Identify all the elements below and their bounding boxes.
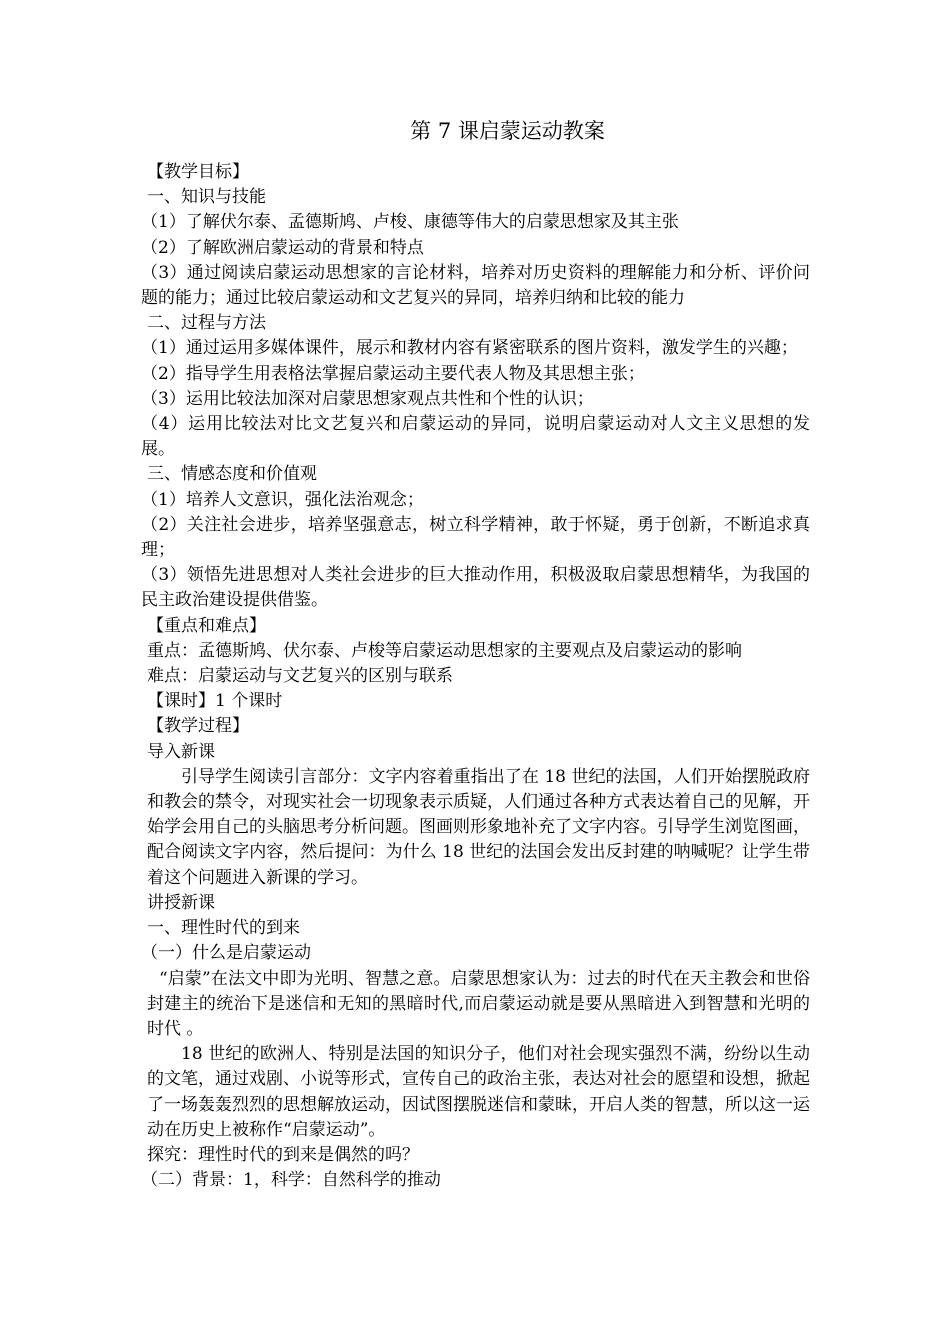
new-lesson-heading: 讲授新课 [147, 892, 215, 913]
intro-paragraph: 引导学生阅读引言部分：文字内容着重指出了在 18 世纪的法国，人们开始摆脱政府和教会的禁令，对现实社会一切现象表示质疑，人们通过各种方式表达着自己的见解，开始学会用自己的头脑思考分析问题。图画则形象地补充了文字内容。引导学生浏览图画，配合阅读文字内容，然后提问：为什么 18 世纪的法国会发出反封建的呐喊呢？让学生带着这个问题进入新课的学习。 [147, 766, 810, 888]
section-heading-key-points: 【重点和难点】 [147, 615, 266, 636]
sub1-heading: （一）什么是启蒙运动 [141, 943, 311, 964]
explore-question: 探究：理性时代的到来是偶然的吗？ [147, 1144, 419, 1165]
emotion-item-1: （1）培养人文意识，强化法治观念； [141, 489, 424, 510]
emotion-item-3: （3）领悟先进思想对人类社会进步的巨大推动作用，积极汲取启蒙思想精华，为我国的民主政治建设提供借鉴。 [141, 565, 810, 611]
knowledge-item-3: （3）通过阅读启蒙运动思想家的言论材料，培养对历史资料的理解能力和分析、评价问题的能力；通过比较启蒙运动和文艺复兴的异同，培养归纳和比较的能力 [141, 262, 810, 309]
difficulty-text: 难点：启蒙运动与文艺复兴的区别与联系 [147, 666, 453, 687]
section1-heading: 一、理性时代的到来 [147, 918, 300, 939]
knowledge-item-1: （1）了解伏尔泰、孟德斯鸠、卢梭、康德等伟大的启蒙思想家及其主张 [141, 212, 679, 233]
intro-heading: 导入新课 [147, 741, 215, 762]
subheading-knowledge: 一、知识与技能 [147, 187, 266, 208]
class-hours: 【课时】1 个课时 [147, 691, 283, 712]
document-title: 第 7 课启蒙运动教案 [410, 119, 605, 143]
subheading-emotion: 三、情感态度和价值观 [147, 464, 317, 485]
section-heading-goals: 【教学目标】 [147, 162, 249, 182]
sub1-paragraph-2: 18 世纪的欧洲人、特别是法国的知识分子，他们对社会现实强烈不满，纷纷以生动的文笔，通过戏剧、小说等形式，宣传自己的政治主张，表达对社会的愿望和设想，掀起了一场轰轰烈烈的思想解放运动，因试图摆脱迷信和蒙昧，开启人类的智慧，所以这一运动在历史上被称作“启蒙运动”。 [147, 1044, 810, 1140]
document-page [141, 116, 810, 1193]
process-item-1: （1）通过运用多媒体课件，展示和教材内容有紧密联系的图片资料，激发学生的兴趣； [141, 338, 798, 359]
emotion-item-2: （2）关注社会进步，培养坚强意志，树立科学精神，敢于怀疑，勇于创新，不断追求真理； [141, 514, 810, 561]
knowledge-item-2: （2）了解欧洲启蒙运动的背景和特点 [141, 237, 424, 258]
process-item-4: （4）运用比较法对比文艺复兴和启蒙运动的异同，说明启蒙运动对人文主义思想的发展。 [141, 414, 810, 460]
subheading-process: 二、过程与方法 [147, 313, 266, 334]
focus-text: 重点：孟德斯鸠、伏尔泰、卢梭等启蒙运动思想家的主要观点及启蒙运动的影响 [147, 640, 742, 661]
process-item-2: （2）指导学生用表格法掌握启蒙运动主要代表人物及其思想主张； [141, 363, 645, 384]
sub2-heading: （二）背景：1，科学：自然科学的推动 [141, 1170, 441, 1191]
section-heading-process: 【教学过程】 [147, 716, 249, 737]
sub1-paragraph-1: “启蒙”在法文中即为光明、智慧之意。启蒙思想家认为：过去的时代在天主教会和世俗封建主的统治下是迷信和无知的黑暗时代,而启蒙运动就是要从黑暗进入到智慧和光明的时代 。 [147, 968, 810, 1039]
process-item-3: （3）运用比较法加深对启蒙思想家观点共性和个性的认识； [141, 388, 594, 409]
